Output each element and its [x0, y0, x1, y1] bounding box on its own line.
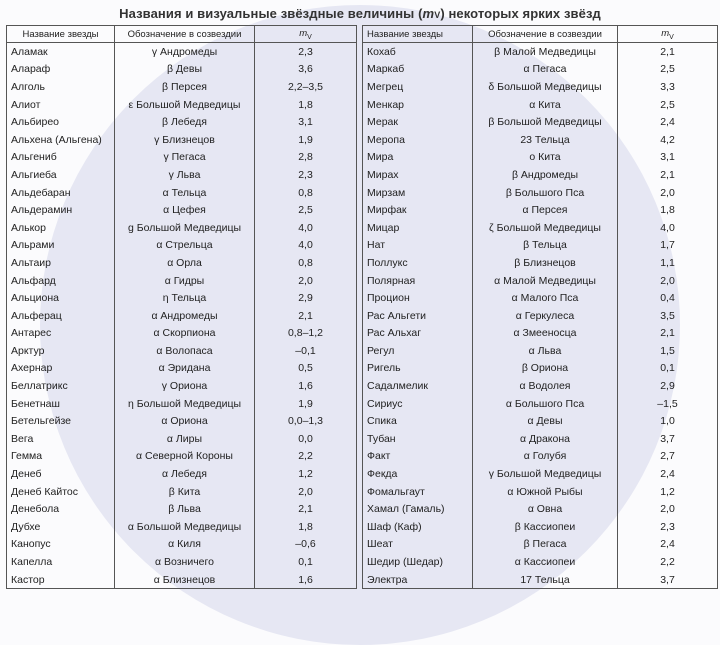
table-row — [363, 61, 718, 79]
star-designation: β Лебедя — [115, 113, 255, 131]
star-name: Альхена (Альгена) — [7, 131, 115, 149]
star-name: Рас Альгети — [363, 307, 473, 325]
star-name: Полярная — [363, 272, 473, 290]
star-name: Бенетнаш — [7, 395, 115, 413]
star-designation: ζ Большой Медведицы — [473, 219, 618, 237]
table-row — [7, 272, 357, 290]
star-name: Альбирео — [7, 113, 115, 131]
table-row — [7, 483, 357, 501]
title-text-rest: ) некоторых ярких звёзд — [440, 6, 601, 21]
star-name: Фомальгаут — [363, 483, 473, 501]
table-row — [7, 307, 357, 325]
star-magnitude: 2,2 — [618, 553, 718, 571]
star-name: Мирфак — [363, 201, 473, 219]
star-name: Денеб Кайтос — [7, 483, 115, 501]
table-row — [363, 289, 718, 307]
star-name: Мирзам — [363, 184, 473, 202]
table-row — [363, 43, 718, 61]
star-name: Денебола — [7, 500, 115, 518]
table-row — [7, 465, 357, 483]
star-magnitude: 3,6 — [255, 61, 357, 79]
table-row — [7, 43, 357, 61]
star-name: Альциона — [7, 289, 115, 307]
star-magnitude: 1,1 — [618, 254, 718, 272]
star-name: Мирах — [363, 166, 473, 184]
star-magnitude: 2,1 — [255, 500, 357, 518]
star-designation: β Большой Медведицы — [473, 113, 618, 131]
star-designation: γ Близнецов — [115, 131, 255, 149]
star-designation: α Северной Короны — [115, 448, 255, 466]
table-row — [7, 201, 357, 219]
star-designation: α Гидры — [115, 272, 255, 290]
star-magnitude: 2,3 — [618, 518, 718, 536]
star-magnitude: 2,0 — [618, 184, 718, 202]
star-designation: α Девы — [473, 412, 618, 430]
star-name: Мерак — [363, 113, 473, 131]
header-mag-symbol: m — [299, 27, 308, 39]
star-name: Кастор — [7, 571, 115, 589]
star-magnitude: 0,0 — [255, 430, 357, 448]
table-row — [363, 113, 718, 131]
table-body-left — [7, 43, 357, 589]
star-designation: α Малого Пса — [473, 289, 618, 307]
table-row — [363, 377, 718, 395]
star-magnitude: 1,2 — [618, 483, 718, 501]
star-name: Алголь — [7, 78, 115, 96]
star-designation: α Волопаса — [115, 342, 255, 360]
star-magnitude: 4,0 — [255, 219, 357, 237]
star-designation: α Возничего — [115, 553, 255, 571]
header-mag-subscript: V — [307, 33, 312, 41]
star-name: Ригель — [363, 360, 473, 378]
star-name: Кохаб — [363, 43, 473, 61]
table-row — [363, 307, 718, 325]
star-designation: β Малой Медведицы — [473, 43, 618, 61]
star-name: Поллукс — [363, 254, 473, 272]
star-name: Фекда — [363, 465, 473, 483]
star-name: Тубан — [363, 430, 473, 448]
star-name: Беллатрикс — [7, 377, 115, 395]
star-name: Канопус — [7, 536, 115, 554]
star-designation: α Большого Пса — [473, 395, 618, 413]
table-row — [7, 254, 357, 272]
star-magnitude: –0,6 — [255, 536, 357, 554]
star-magnitude: 0,5 — [255, 360, 357, 378]
star-magnitude: 2,5 — [255, 201, 357, 219]
table-row — [363, 536, 718, 554]
star-name: Рас Альхаг — [363, 325, 473, 343]
star-magnitude: 2,3 — [255, 166, 357, 184]
star-designation: α Голубя — [473, 448, 618, 466]
star-designation: α Дракона — [473, 430, 618, 448]
star-designation: α Малой Медведицы — [473, 272, 618, 290]
table-row — [7, 131, 357, 149]
star-magnitude: 4,2 — [618, 131, 718, 149]
star-name: Процион — [363, 289, 473, 307]
star-name: Дубхе — [7, 518, 115, 536]
star-magnitude: 2,9 — [255, 289, 357, 307]
star-designation: α Эридана — [115, 360, 255, 378]
star-name: Алиот — [7, 96, 115, 114]
star-designation: g Большой Медведицы — [115, 219, 255, 237]
table-row — [363, 412, 718, 430]
header-magnitude — [618, 26, 718, 43]
title-mag-symbol: m — [422, 6, 435, 21]
table-row — [363, 325, 718, 343]
table-row — [363, 448, 718, 466]
table-row — [7, 289, 357, 307]
star-designation: α Ориона — [115, 412, 255, 430]
star-magnitude: 4,0 — [255, 237, 357, 255]
table-row — [363, 237, 718, 255]
star-designation: β Андромеды — [473, 166, 618, 184]
star-designation: γ Пегаса — [115, 149, 255, 167]
star-name: Мира — [363, 149, 473, 167]
star-designation: α Льва — [473, 342, 618, 360]
star-magnitude: 3,7 — [618, 571, 718, 589]
star-designation: β Девы — [115, 61, 255, 79]
star-designation: η Большой Медведицы — [115, 395, 255, 413]
header-designation: Обозначение в созвездии — [115, 26, 255, 43]
table-row — [7, 325, 357, 343]
table-row — [363, 553, 718, 571]
star-designation: ε Большой Медведицы — [115, 96, 255, 114]
star-magnitude: 2,1 — [618, 166, 718, 184]
star-designation: α Орла — [115, 254, 255, 272]
stars-table-right — [362, 25, 718, 589]
star-designation: 23 Тельца — [473, 131, 618, 149]
star-designation: β Пегаса — [473, 536, 618, 554]
star-designation: α Цефея — [115, 201, 255, 219]
star-designation: α Стрельца — [115, 237, 255, 255]
star-designation: α Персея — [473, 201, 618, 219]
star-magnitude: 2,1 — [618, 325, 718, 343]
table-row — [363, 131, 718, 149]
star-magnitude: 0,1 — [618, 360, 718, 378]
title-text: Названия и визуальные звёздные величины ( — [119, 6, 423, 21]
star-name: Электра — [363, 571, 473, 589]
star-name: Меропа — [363, 131, 473, 149]
star-designation: α Овна — [473, 500, 618, 518]
table-row — [7, 518, 357, 536]
page-title — [0, 6, 720, 21]
star-name: Садалмелик — [363, 377, 473, 395]
star-designation: α Южной Рыбы — [473, 483, 618, 501]
star-designation: β Тельца — [473, 237, 618, 255]
star-name: Нат — [363, 237, 473, 255]
star-designation: ο Кита — [473, 149, 618, 167]
table-row — [363, 500, 718, 518]
table-row — [7, 553, 357, 571]
table-row — [7, 184, 357, 202]
star-designation: α Большой Медведицы — [115, 518, 255, 536]
table-row — [7, 219, 357, 237]
star-name: Арктур — [7, 342, 115, 360]
star-name: Алараф — [7, 61, 115, 79]
table-body-right — [363, 43, 718, 589]
star-magnitude: 0,8 — [255, 184, 357, 202]
star-magnitude: 3,1 — [618, 149, 718, 167]
star-name: Мицар — [363, 219, 473, 237]
star-magnitude: 1,0 — [618, 412, 718, 430]
star-magnitude: 3,7 — [618, 430, 718, 448]
star-magnitude: 1,6 — [255, 571, 357, 589]
star-magnitude: 2,1 — [618, 43, 718, 61]
star-magnitude: 0,8–1,2 — [255, 325, 357, 343]
star-name: Денеб — [7, 465, 115, 483]
star-designation: γ Андромеды — [115, 43, 255, 61]
table-row — [7, 237, 357, 255]
title-mag-subscript: V — [434, 10, 441, 20]
table-row — [7, 96, 357, 114]
table-row — [363, 571, 718, 589]
star-magnitude: 2,0 — [618, 272, 718, 290]
star-name: Факт — [363, 448, 473, 466]
star-designation: α Скорпиона — [115, 325, 255, 343]
star-designation: α Водолея — [473, 377, 618, 395]
table-row — [7, 571, 357, 589]
star-magnitude: 4,0 — [618, 219, 718, 237]
star-name: Маркаб — [363, 61, 473, 79]
star-designation: β Льва — [115, 500, 255, 518]
star-designation: α Змееносца — [473, 325, 618, 343]
table-row — [363, 483, 718, 501]
star-magnitude: 2,7 — [618, 448, 718, 466]
table-row — [363, 465, 718, 483]
header-name: Название звезды — [7, 26, 115, 43]
star-name: Хамал (Гамаль) — [363, 500, 473, 518]
star-designation: α Лебедя — [115, 465, 255, 483]
star-designation: β Персея — [115, 78, 255, 96]
star-name: Альгениб — [7, 149, 115, 167]
star-magnitude: 1,8 — [255, 518, 357, 536]
star-designation: α Кассиопеи — [473, 553, 618, 571]
star-magnitude: 1,9 — [255, 395, 357, 413]
star-magnitude: 2,0 — [618, 500, 718, 518]
star-designation: α Кита — [473, 96, 618, 114]
star-magnitude: –1,5 — [618, 395, 718, 413]
header-mag-symbol: m — [661, 27, 670, 39]
star-magnitude: –0,1 — [255, 342, 357, 360]
star-magnitude: 3,1 — [255, 113, 357, 131]
star-designation: γ Ориона — [115, 377, 255, 395]
star-name: Шедир (Шедар) — [363, 553, 473, 571]
star-name: Альдебаран — [7, 184, 115, 202]
star-magnitude: 2,5 — [618, 96, 718, 114]
table-row — [7, 342, 357, 360]
star-designation: γ Льва — [115, 166, 255, 184]
table-row — [363, 395, 718, 413]
star-name: Альдерамин — [7, 201, 115, 219]
star-name: Ахернар — [7, 360, 115, 378]
header-magnitude — [255, 26, 357, 43]
star-magnitude: 1,9 — [255, 131, 357, 149]
star-designation: α Андромеды — [115, 307, 255, 325]
star-name: Алькор — [7, 219, 115, 237]
table-row — [363, 184, 718, 202]
star-magnitude: 1,2 — [255, 465, 357, 483]
star-name: Шеат — [363, 536, 473, 554]
table-row — [363, 518, 718, 536]
table-row — [363, 430, 718, 448]
table-header-row — [7, 26, 357, 43]
star-name: Альгиеба — [7, 166, 115, 184]
star-magnitude: 2,4 — [618, 465, 718, 483]
table-row — [7, 61, 357, 79]
table-row — [363, 78, 718, 96]
star-magnitude: 2,0 — [255, 483, 357, 501]
star-designation: α Тельца — [115, 184, 255, 202]
star-magnitude: 2,4 — [618, 113, 718, 131]
table-row — [7, 500, 357, 518]
header-designation: Обозначение в созвездии — [473, 26, 618, 43]
star-magnitude: 0,8 — [255, 254, 357, 272]
star-name: Менкар — [363, 96, 473, 114]
table-row — [7, 412, 357, 430]
star-magnitude: 1,6 — [255, 377, 357, 395]
star-designation: α Близнецов — [115, 571, 255, 589]
star-designation: α Геркулеса — [473, 307, 618, 325]
header-name: Название звезды — [363, 26, 473, 43]
table-row — [363, 219, 718, 237]
star-magnitude: 2,1 — [255, 307, 357, 325]
table-row — [7, 166, 357, 184]
star-name: Альрами — [7, 237, 115, 255]
star-magnitude: 2,5 — [618, 61, 718, 79]
star-magnitude: 1,7 — [618, 237, 718, 255]
star-name: Вега — [7, 430, 115, 448]
star-magnitude: 2,8 — [255, 149, 357, 167]
star-name: Гемма — [7, 448, 115, 466]
table-row — [7, 448, 357, 466]
star-designation: β Ориона — [473, 360, 618, 378]
table-row — [363, 254, 718, 272]
star-designation: 17 Тельца — [473, 571, 618, 589]
table-row — [7, 536, 357, 554]
star-magnitude: 2,3 — [255, 43, 357, 61]
star-magnitude: 1,8 — [255, 96, 357, 114]
star-name: Аламак — [7, 43, 115, 61]
star-magnitude: 2,9 — [618, 377, 718, 395]
star-name: Альтаир — [7, 254, 115, 272]
star-magnitude: 3,3 — [618, 78, 718, 96]
star-name: Альферац — [7, 307, 115, 325]
table-row — [363, 360, 718, 378]
table-row — [363, 201, 718, 219]
table-row — [363, 166, 718, 184]
table-row — [363, 149, 718, 167]
star-designation: β Близнецов — [473, 254, 618, 272]
table-header-row — [363, 26, 718, 43]
table-row — [363, 342, 718, 360]
star-designation: β Кассиопеи — [473, 518, 618, 536]
star-magnitude: 3,5 — [618, 307, 718, 325]
table-row — [363, 96, 718, 114]
table-row — [7, 360, 357, 378]
star-magnitude: 2,2 — [255, 448, 357, 466]
star-designation: η Тельца — [115, 289, 255, 307]
star-designation: α Киля — [115, 536, 255, 554]
star-magnitude: 0,0–1,3 — [255, 412, 357, 430]
stars-table-left — [6, 25, 357, 589]
table-row — [7, 113, 357, 131]
star-name: Альфард — [7, 272, 115, 290]
star-name: Спика — [363, 412, 473, 430]
header-mag-subscript: V — [669, 33, 674, 41]
star-magnitude: 1,8 — [618, 201, 718, 219]
star-designation: α Пегаса — [473, 61, 618, 79]
star-name: Бетельгейзе — [7, 412, 115, 430]
table-row — [7, 377, 357, 395]
star-designation: β Большого Пса — [473, 184, 618, 202]
star-magnitude: 2,0 — [255, 272, 357, 290]
star-name: Антарес — [7, 325, 115, 343]
table-row — [7, 395, 357, 413]
star-magnitude: 0,1 — [255, 553, 357, 571]
star-designation: γ Большой Медведицы — [473, 465, 618, 483]
star-magnitude: 0,4 — [618, 289, 718, 307]
star-name: Шаф (Каф) — [363, 518, 473, 536]
star-designation: δ Большой Медведицы — [473, 78, 618, 96]
table-row — [7, 430, 357, 448]
star-name: Сириус — [363, 395, 473, 413]
table-row — [7, 78, 357, 96]
star-name: Капелла — [7, 553, 115, 571]
table-row — [363, 272, 718, 290]
star-designation: α Лиры — [115, 430, 255, 448]
star-designation: β Кита — [115, 483, 255, 501]
star-magnitude: 2,4 — [618, 536, 718, 554]
star-name: Регул — [363, 342, 473, 360]
table-row — [7, 149, 357, 167]
star-name: Мегрец — [363, 78, 473, 96]
star-magnitude: 1,5 — [618, 342, 718, 360]
star-magnitude: 2,2–3,5 — [255, 78, 357, 96]
